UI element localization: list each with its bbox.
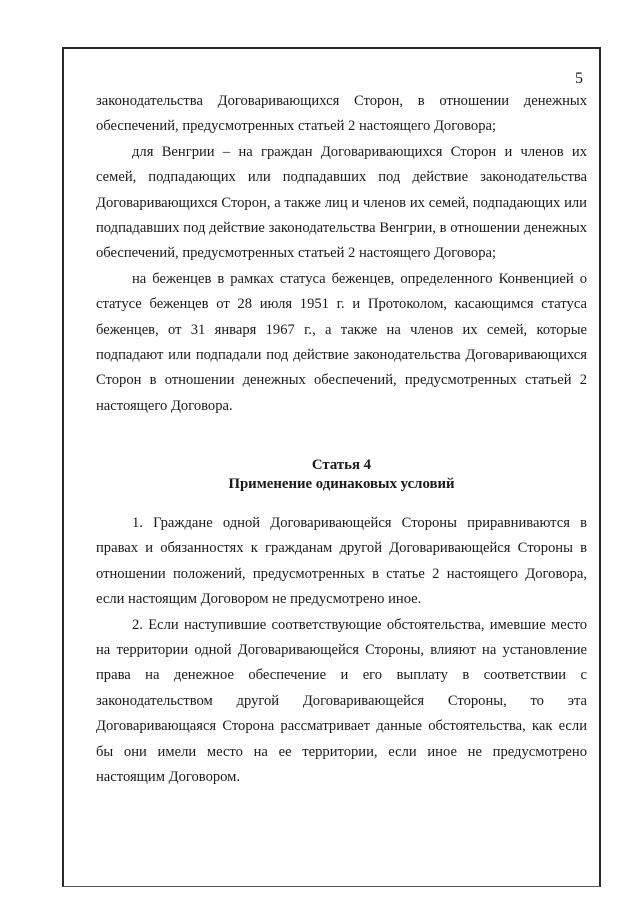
document-body-bottom bbox=[96, 511, 587, 790]
document-body-top bbox=[96, 89, 587, 419]
paragraph: 1. Граждане одной Договаривающейся Стороны приравниваются в правах и обязанностях к гражданам другой Договаривающейся Стороны в отношении положений, предусмотренных в статье 2 настоящего Договора, если настоящим Договором не предусмотрено иное. bbox=[96, 515, 587, 608]
paragraph: 2. Если наступившие соответствующие обстоятельства, имевшие место на территории одной Договаривающейся Стороны, влияют на установление права на денежное обеспечение и его выплату в соответствии с законодательством другой Договаривающейся Стороны, то эта Договаривающаяся Сторона рассматривает данные обстоятельства, как если бы они имели место на ее территории, если иное не предусмотрено настоящим Договором. bbox=[96, 616, 587, 786]
paragraph: для Венгрии – на граждан Договаривающихся Сторон и членов их семей, подпадающих или подпадавших под действие законодательства Договаривающихся Сторон, а также лиц и членов их семей, подпадающих или подпадавших под действие законодательства Венгрии, в отношении денежных обеспечений, предусмотренных статьей 2 настоящего Договора; bbox=[96, 143, 587, 262]
paragraph: законодательства Договаривающихся Сторон, в отношении денежных обеспечений, предусмотренных статьей 2 настоящего Договора; bbox=[96, 93, 587, 135]
article-title: Статья 4 bbox=[311, 457, 372, 473]
article-subtitle: Применение одинаковых условий bbox=[228, 476, 455, 492]
paragraph: на беженцев в рамках статуса беженцев, определенного Конвенцией о статусе беженцев от 28 июля 1951 г. и Протоколом, касающимся статуса беженцев, от 31 января 1967 г., а также на членов их семей, которые подпадают или подпадали под действие законодательства Договаривающихся Сторон в отношении денежных обеспечений, предусмотренных статьей 2 настоящего Договора. bbox=[96, 270, 587, 414]
page-number: 5 bbox=[575, 70, 583, 87]
